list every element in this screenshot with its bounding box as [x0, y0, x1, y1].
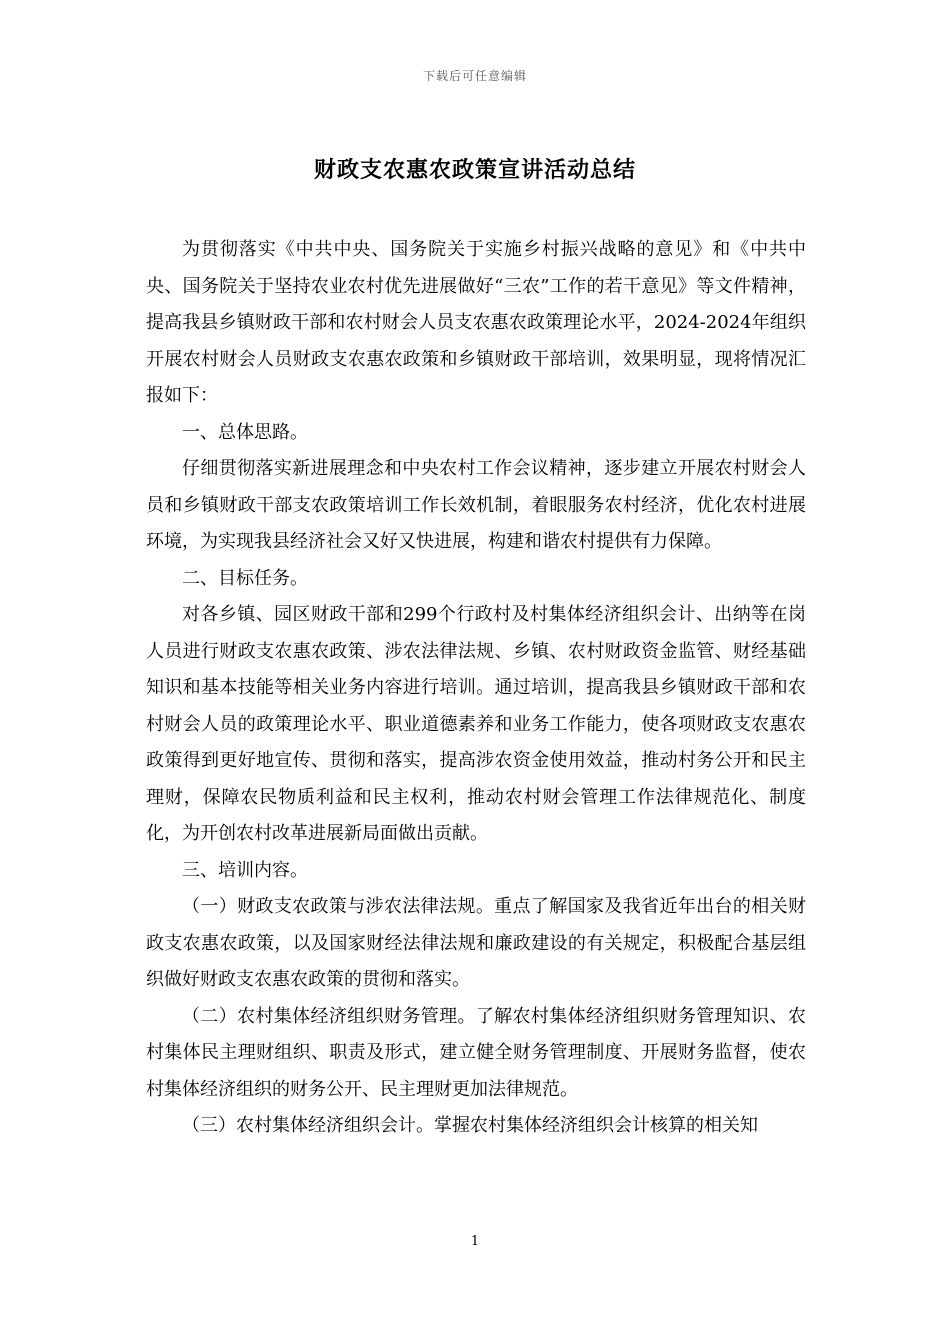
- intro-paragraph: 为贯彻落实《中共中央、国务院关于实施乡村振兴战略的意见》和《中共中央、国务院关于坚持农业农村优先进展做好“三农”工作的若干意见》等文件精神，提高我县乡镇财政干部和农村财会人员支农惠农政策理论水平，2024-2024年组织开展农村财会人员财政支农惠农政策和乡镇财政干部培训，效果明显，现将情况汇报如下：: [146, 239, 806, 406]
- page-number: 1: [470, 1234, 480, 1249]
- section-heading-overall-approach: 一、总体思路。: [182, 421, 308, 443]
- document-body: [146, 232, 806, 1145]
- goals-paragraph: 对各乡镇、园区财政干部和299个行政村及村集体经济组织会计、出纳等在岗人员进行财政支农惠农政策、涉农法律法规、乡镇、农村财政资金监管、财经基础知识和基本技能等相关业务内容进行培训。通过培训，提高我县乡镇财政干部和农村财会人员的政策理论水平、职业道德素养和业务工作能力，使各项财政支农惠农政策得到更好地宣传、贯彻和落实，提高涉农资金使用效益，推动村务公开和民主理财，保障农民物质利益和民主权利，推动农村财会管理工作法律规范化、制度化，为开创农村改革进展新局面做出贡献。: [146, 604, 806, 844]
- header-note: 下载后可任意编辑: [422, 69, 527, 83]
- section-heading-goals: 二、目标任务。: [182, 567, 308, 589]
- document-title: 财政支农惠农政策宣讲活动总结: [313, 157, 636, 183]
- training-item-1: （一）财政支农政策与涉农法律法规。重点了解国家及我省近年出台的相关财政支农惠农政策，以及国家财经法律法规和廉政建设的有关规定，积极配合基层组织做好财政支农惠农政策的贯彻和落实。: [146, 896, 806, 990]
- training-item-2: （二）农村集体经济组织财务管理。了解农村集体经济组织财务管理知识、农村集体民主理财组织、职责及形式，建立健全财务管理制度、开展财务监督，使农村集体经济组织的财务公开、民主理财更加法律规范。: [146, 1005, 806, 1100]
- training-item-3: （三）农村集体经济组织会计。掌握农村集体经济组织会计核算的相关知: [182, 1115, 758, 1136]
- overall-approach-paragraph: 仔细贯彻落实新进展理念和中央农村工作会议精神，逐步建立开展农村财会人员和乡镇财政干部支农政策培训工作长效机制，着眼服务农村经济，优化农村进展环境，为实现我县经济社会又好又快进展，构建和谐农村提供有力保障。: [146, 458, 806, 552]
- section-heading-training-content: 三、培训内容。: [182, 859, 308, 881]
